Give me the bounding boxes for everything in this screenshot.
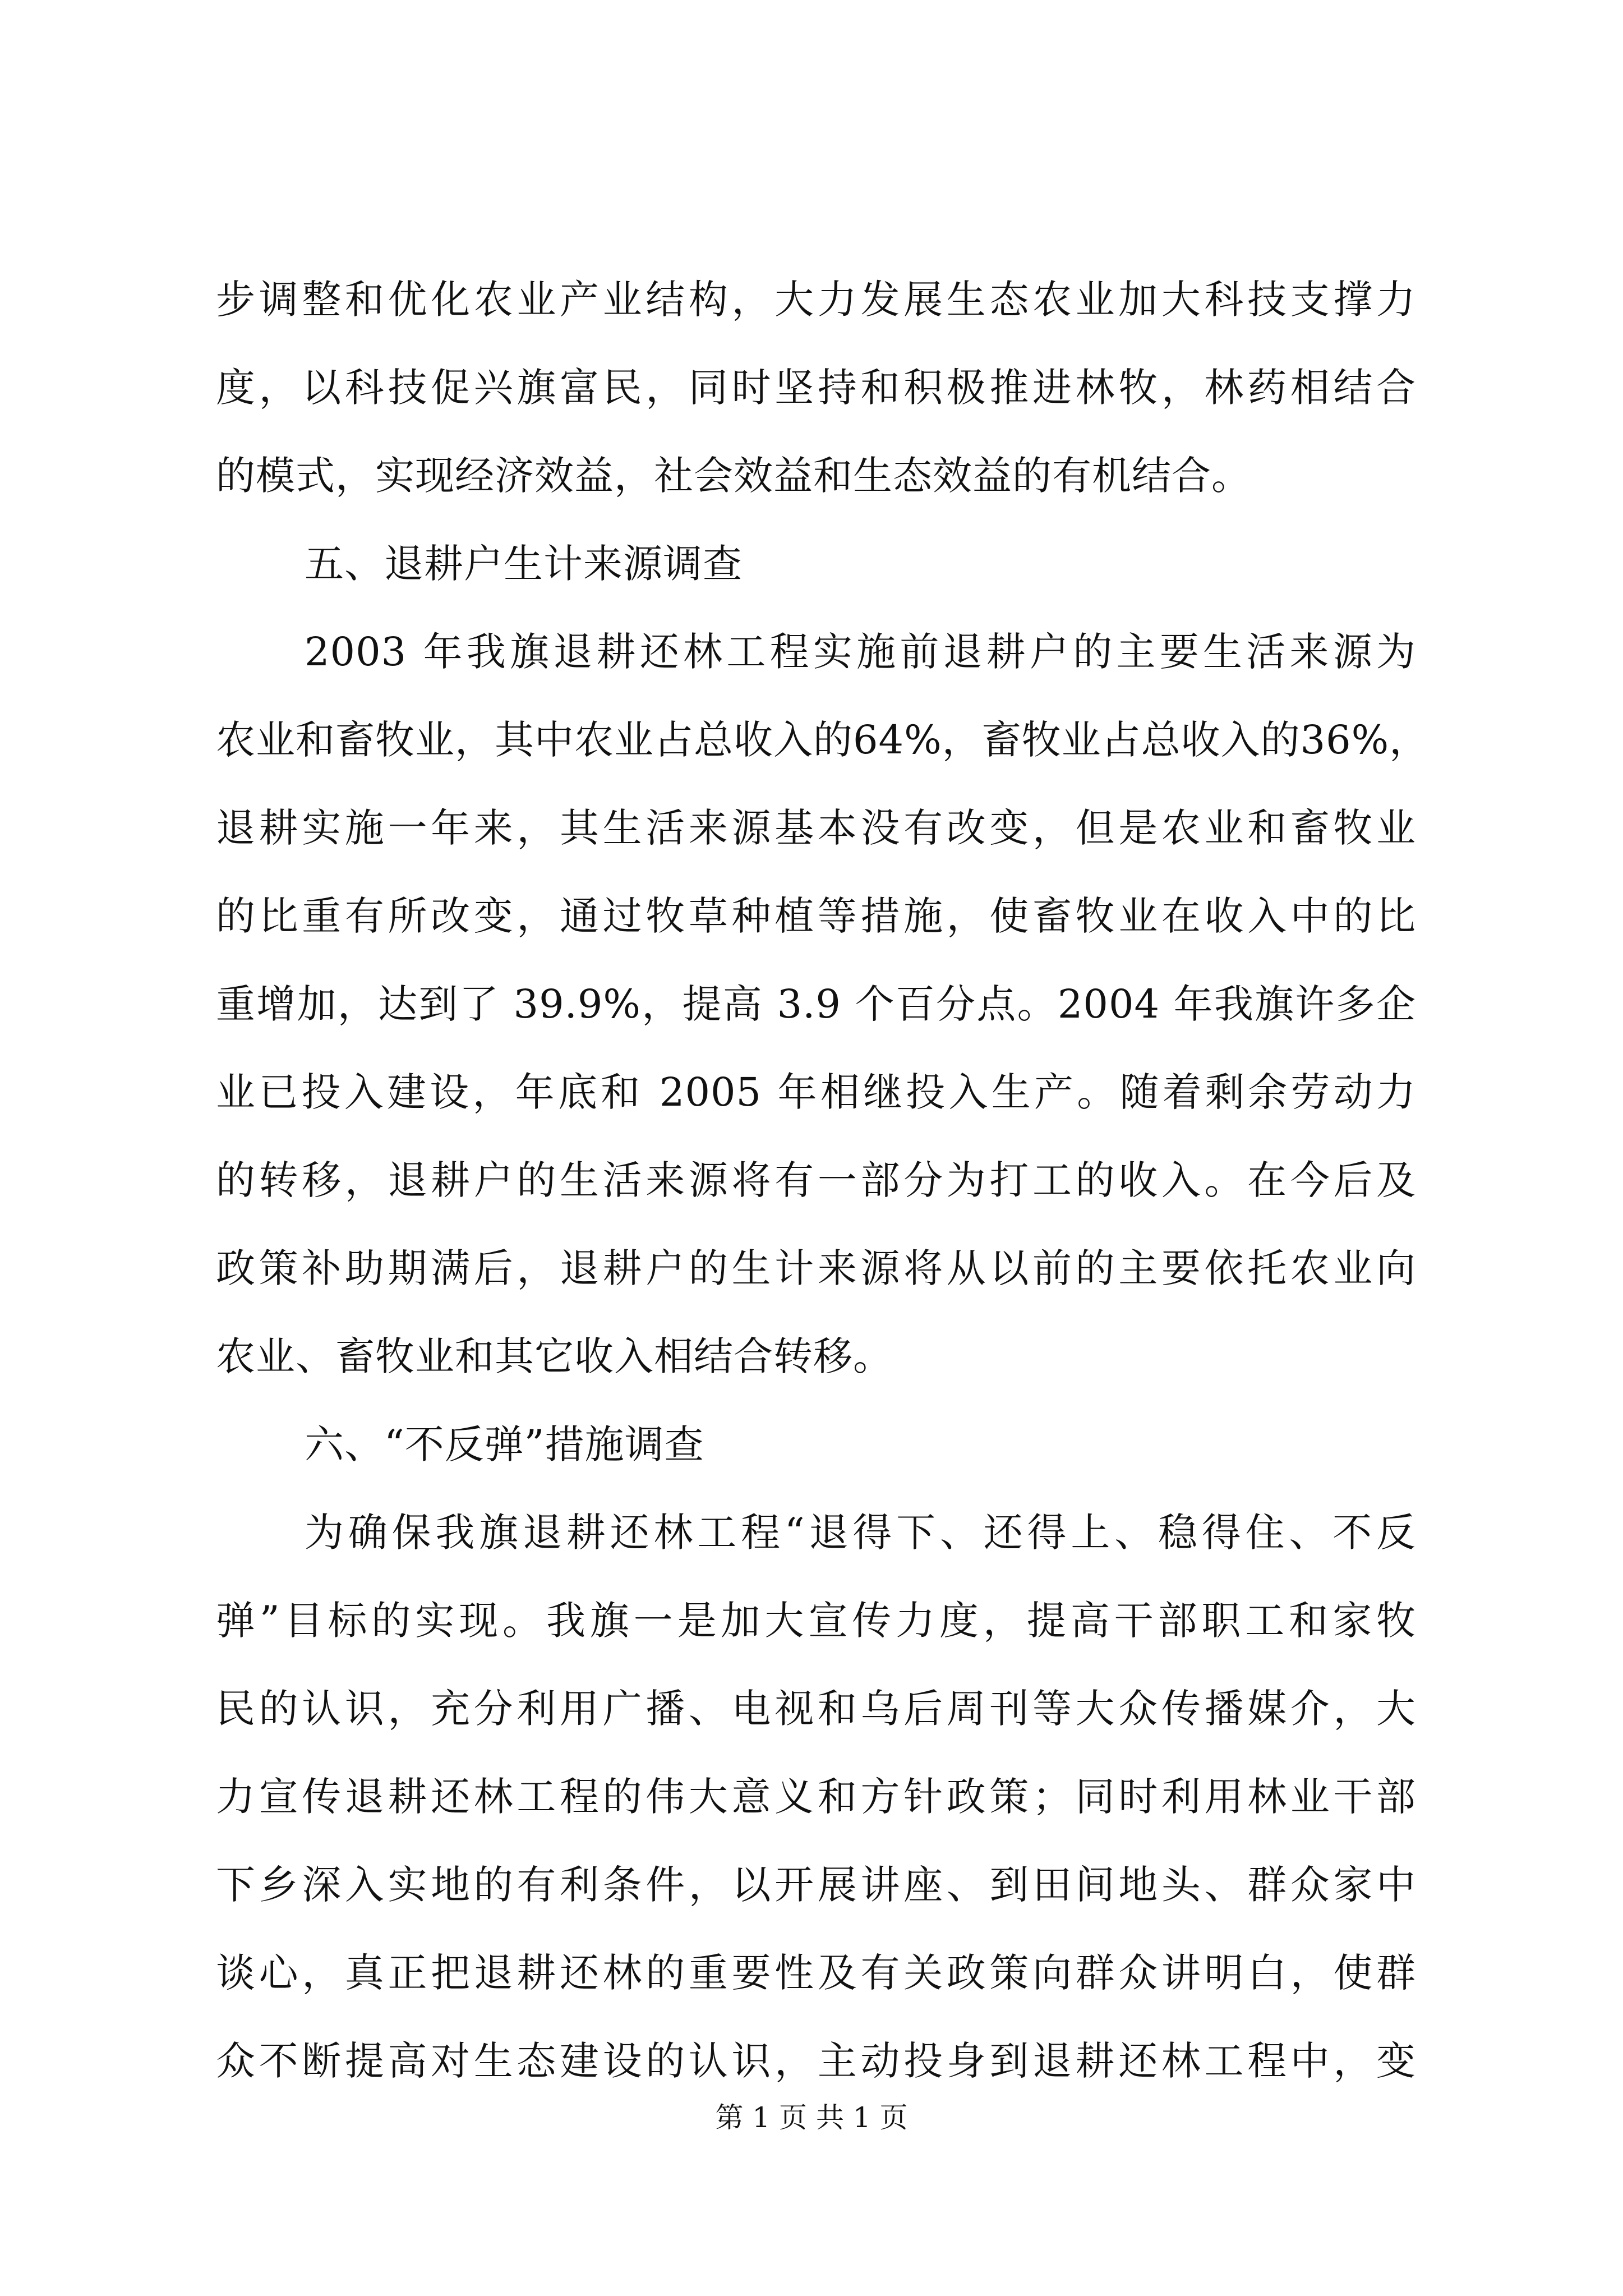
body-line: 退耕实施一年来，其生活来源基本没有改变，但是农业和畜牧业 <box>216 805 1416 851</box>
body-line: 步调整和优化农业产业结构，大力发展生态农业加大科技支撑力 <box>216 277 1416 323</box>
body-line: 农业、畜牧业和其它收入相结合转移。 <box>216 1333 893 1379</box>
body-line: 下乡深入实地的有利条件，以开展讲座、到田间地头、群众家中 <box>216 1862 1416 1908</box>
body-line: 重增加，达到了 39.9%，提高 3.9 个百分点。2004 年我旗许多企 <box>216 981 1416 1027</box>
body-line: 谈心，真正把退耕还林的重要性及有关政策向群众讲明白，使群 <box>216 1950 1416 1996</box>
body-line: 度，以科技促兴旗富民，同时坚持和积极推进林牧，林药相结合 <box>216 365 1416 411</box>
body-line: 政策补助期满后，退耕户的生计来源将从以前的主要依托农业向 <box>216 1245 1416 1291</box>
section-heading-6: 六、“不反弹”措施调查 <box>305 1421 704 1467</box>
section-heading-5: 五、退耕户生计来源调查 <box>305 541 743 587</box>
body-line: 力宣传退耕还林工程的伟大意义和方针政策；同时利用林业干部 <box>216 1774 1416 1820</box>
body-line: 的转移，退耕户的生活来源将有一部分为打工的收入。在今后及 <box>216 1157 1416 1203</box>
body-line: 的比重有所改变，通过牧草种植等措施，使畜牧业在收入中的比 <box>216 893 1416 939</box>
document-body <box>216 256 1430 2105</box>
page-number: 第 1 页 共 1 页 <box>715 2101 908 2134</box>
body-line: 2003 年我旗退耕还林工程实施前退耕户的主要生活来源为 <box>305 629 1416 675</box>
page-footer <box>0 2095 1623 2140</box>
body-line: 民的认识，充分利用广播、电视和乌后周刊等大众传播媒介，大 <box>216 1686 1416 1732</box>
body-line: 为确保我旗退耕还林工程“退得下、还得上、稳得住、不反 <box>305 1510 1416 1556</box>
body-line: 的模式，实现经济效益，社会效益和生态效益的有机结合。 <box>216 453 1251 499</box>
body-line: 业已投入建设，年底和 2005 年相继投入生产。随着剩余劳动力 <box>216 1069 1416 1115</box>
body-line: 弹”目标的实现。我旗一是加大宣传力度，提高干部职工和家牧 <box>216 1598 1416 1644</box>
body-line: 众不断提高对生态建设的认识，主动投身到退耕还林工程中，变 <box>216 2038 1416 2084</box>
body-line: 农业和畜牧业，其中农业占总收入的64%，畜牧业占总收入的36%， <box>216 717 1430 763</box>
